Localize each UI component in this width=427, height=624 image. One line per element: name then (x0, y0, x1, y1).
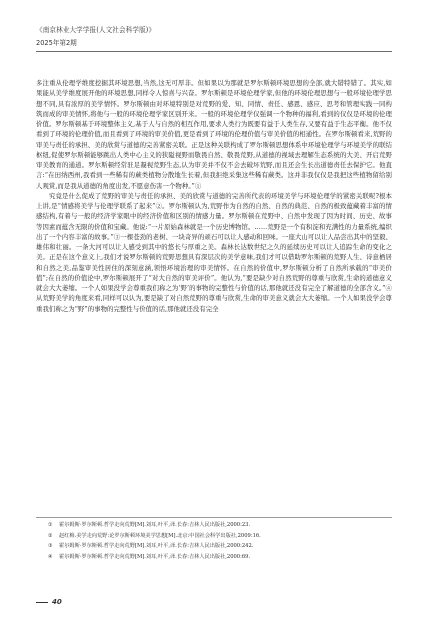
footnote-text: 霍尔姆斯·罗尔斯顿.哲学走向荒野[M].刘耳,叶平,译.长春:吉林人民出版社,2000:69. (59, 553, 251, 560)
footer-dash (36, 602, 48, 603)
header-divider (36, 51, 392, 52)
journal-title: 《南京林业大学学报(人文社会科学版)》 (36, 26, 156, 34)
footnote (48, 520, 392, 531)
paragraph-2: 究竟是什么促成了荒野的审美与责任的承担、美的欣赏与道德的完善所代表的环境美学与环境伦理学的紧密关联呢?根本上讲,是“情感将美学与伦理学联系了起来”②。罗尔斯顿认为,荒野作为自然的自然、自然的典范、自然的极致蕴藏着丰富的情感结构,有着与一般的经济学家眼中的经济价值和区别的情感力量。罗尔斯顿在荒野中、自然中发现了因为时间、历史、故事等因素而蕴含无限的价值和宝藏。他说:“一片原始森林就是一个历史博物馆。……荒野是一个有积淀和充满性的力量系统,编织出了一个内容丰富的故事。”③一棵苍劲的老树、一块奇异的顽石可以让人感动和回味。一座大山可以让人品尝出其中的坚毅、雄伟和壮丽。一条大河可以让人感受到其中的悠长与厚重之美。森林长达数世纪之久的延续历史可以让人追踪生命的变化之美。正是在这个意义上,我们才说罗尔斯顿的荒野思想具有深层次的美学意味,我们才可以借助罗尔斯顿的荒野人生、诗意栖居和自然之美,品鉴审美性居住的深刻意涵,领悟环境治理的审美情怀。在自然的价值中,罗尔斯顿分析了自然所承载的“审美价值”;在自然的价值论中,罗尔斯顿展开了“对大自然的审美评价”。他认为,“要是缺少对自然荒野的尊重与欣赏,生命的道德意义就会大大萎缩。一个人如果没学会尊重我们称之为‘野’的事物的完整性与价值的话,那他就还没有完全了解道德的全部含义。”④从荒野美学的角度来看,同样可以认为,要是缺了对自然荒野的尊重与欣赏,生命的审美意义就会大大萎缩。一个人如果没学会尊重我们称之为“野”的事物的完整性与价值的话,那他就还没有完全 (36, 191, 392, 313)
paragraph-1: 多注重从伦理学维度挖掘其环境思想,当然,这无可厚非。但如果以为那就是罗尔斯顿环境思想的全部,就大错特错了。其实,如果能从美学维度展开他的环境思想,同样令人惊喜与兴奋。罗尔斯顿是环境伦理学家,但他的环境伦理思想与一般环境伦理学思想不同,具有浓厚的美学情怀。罗尔斯顿由对环境特别是对荒野的爱、知、同情、责任、感恩、感应、思考和管理实践一同构筑而成的审美情怀,将他与一般的环境伦理学家区别开来。一般的环境伦理学仅强调一个物种的福利,看到的仅仅是环境的伦理价值。罗尔斯顿基于环境整体主义,基于人与自然的相互作用,要求人类行为既要有益于人类生存,又要有益于生态平衡。他不仅看到了环境的伦理价值,而且看到了环境的审美价值,更是看到了环境的伦理价值与审美价值的相通性。在罗尔斯顿看来,荒野的审美与责任的承担、美的欣赏与道德的完善紧密关联。正是这种关联构成了罗尔斯顿思想体系中环境伦理学与环境美学的联结枢纽,促使罗尔斯顿能够跳出人类中心主义的狭隘视野而敬畏自然、敬畏荒野,从道德的视域去理解生态系统的大美、开启荒野审美教育的通道。罗尔斯顿经常驻足凝视荒野生态,认为审美并不仅不会去破坏荒野,而且还会生长出道德责任去保护它。他直言:“在田纳西州,我看到一些稀有的蕨类植物分散地生长着,但我拒绝采集这些稀有蕨类。这并非我仅仅是我把这些植物留给别人观赏,而是我从道德的角度出发,不愿意伤害一个物种。”① (36, 79, 392, 190)
footnote (48, 552, 392, 563)
footnote-divider (36, 517, 392, 518)
footnotes (48, 520, 392, 562)
footnote-text: 霍尔姆斯·罗尔斯顿.哲学走向荒野[M].刘耳,叶平,译.长春:吉林人民出版社,2000:242. (59, 543, 254, 549)
footnote-text: 霍尔姆斯·罗尔斯顿.哲学走向荒野[M].刘耳,叶平,译.长春:吉林人民出版社,2000:23. (59, 522, 251, 528)
page-footer (36, 598, 62, 606)
footnote (48, 541, 392, 552)
footnote-number: ② (48, 532, 53, 539)
footnote-number: ③ (48, 543, 53, 549)
footnote-number: ① (48, 522, 53, 528)
body-text (36, 78, 392, 314)
issue-label: 2025年第2期 (36, 39, 77, 47)
page-number: 40 (52, 598, 62, 606)
footnote-text: 赵红梅.美学走向荒野:论罗尔斯顿环境美学思想[M].北京:中国社会科学出版社,2009:16. (59, 532, 261, 539)
footnote (48, 531, 392, 542)
footnote-number: ④ (48, 553, 53, 560)
running-header (36, 25, 396, 48)
